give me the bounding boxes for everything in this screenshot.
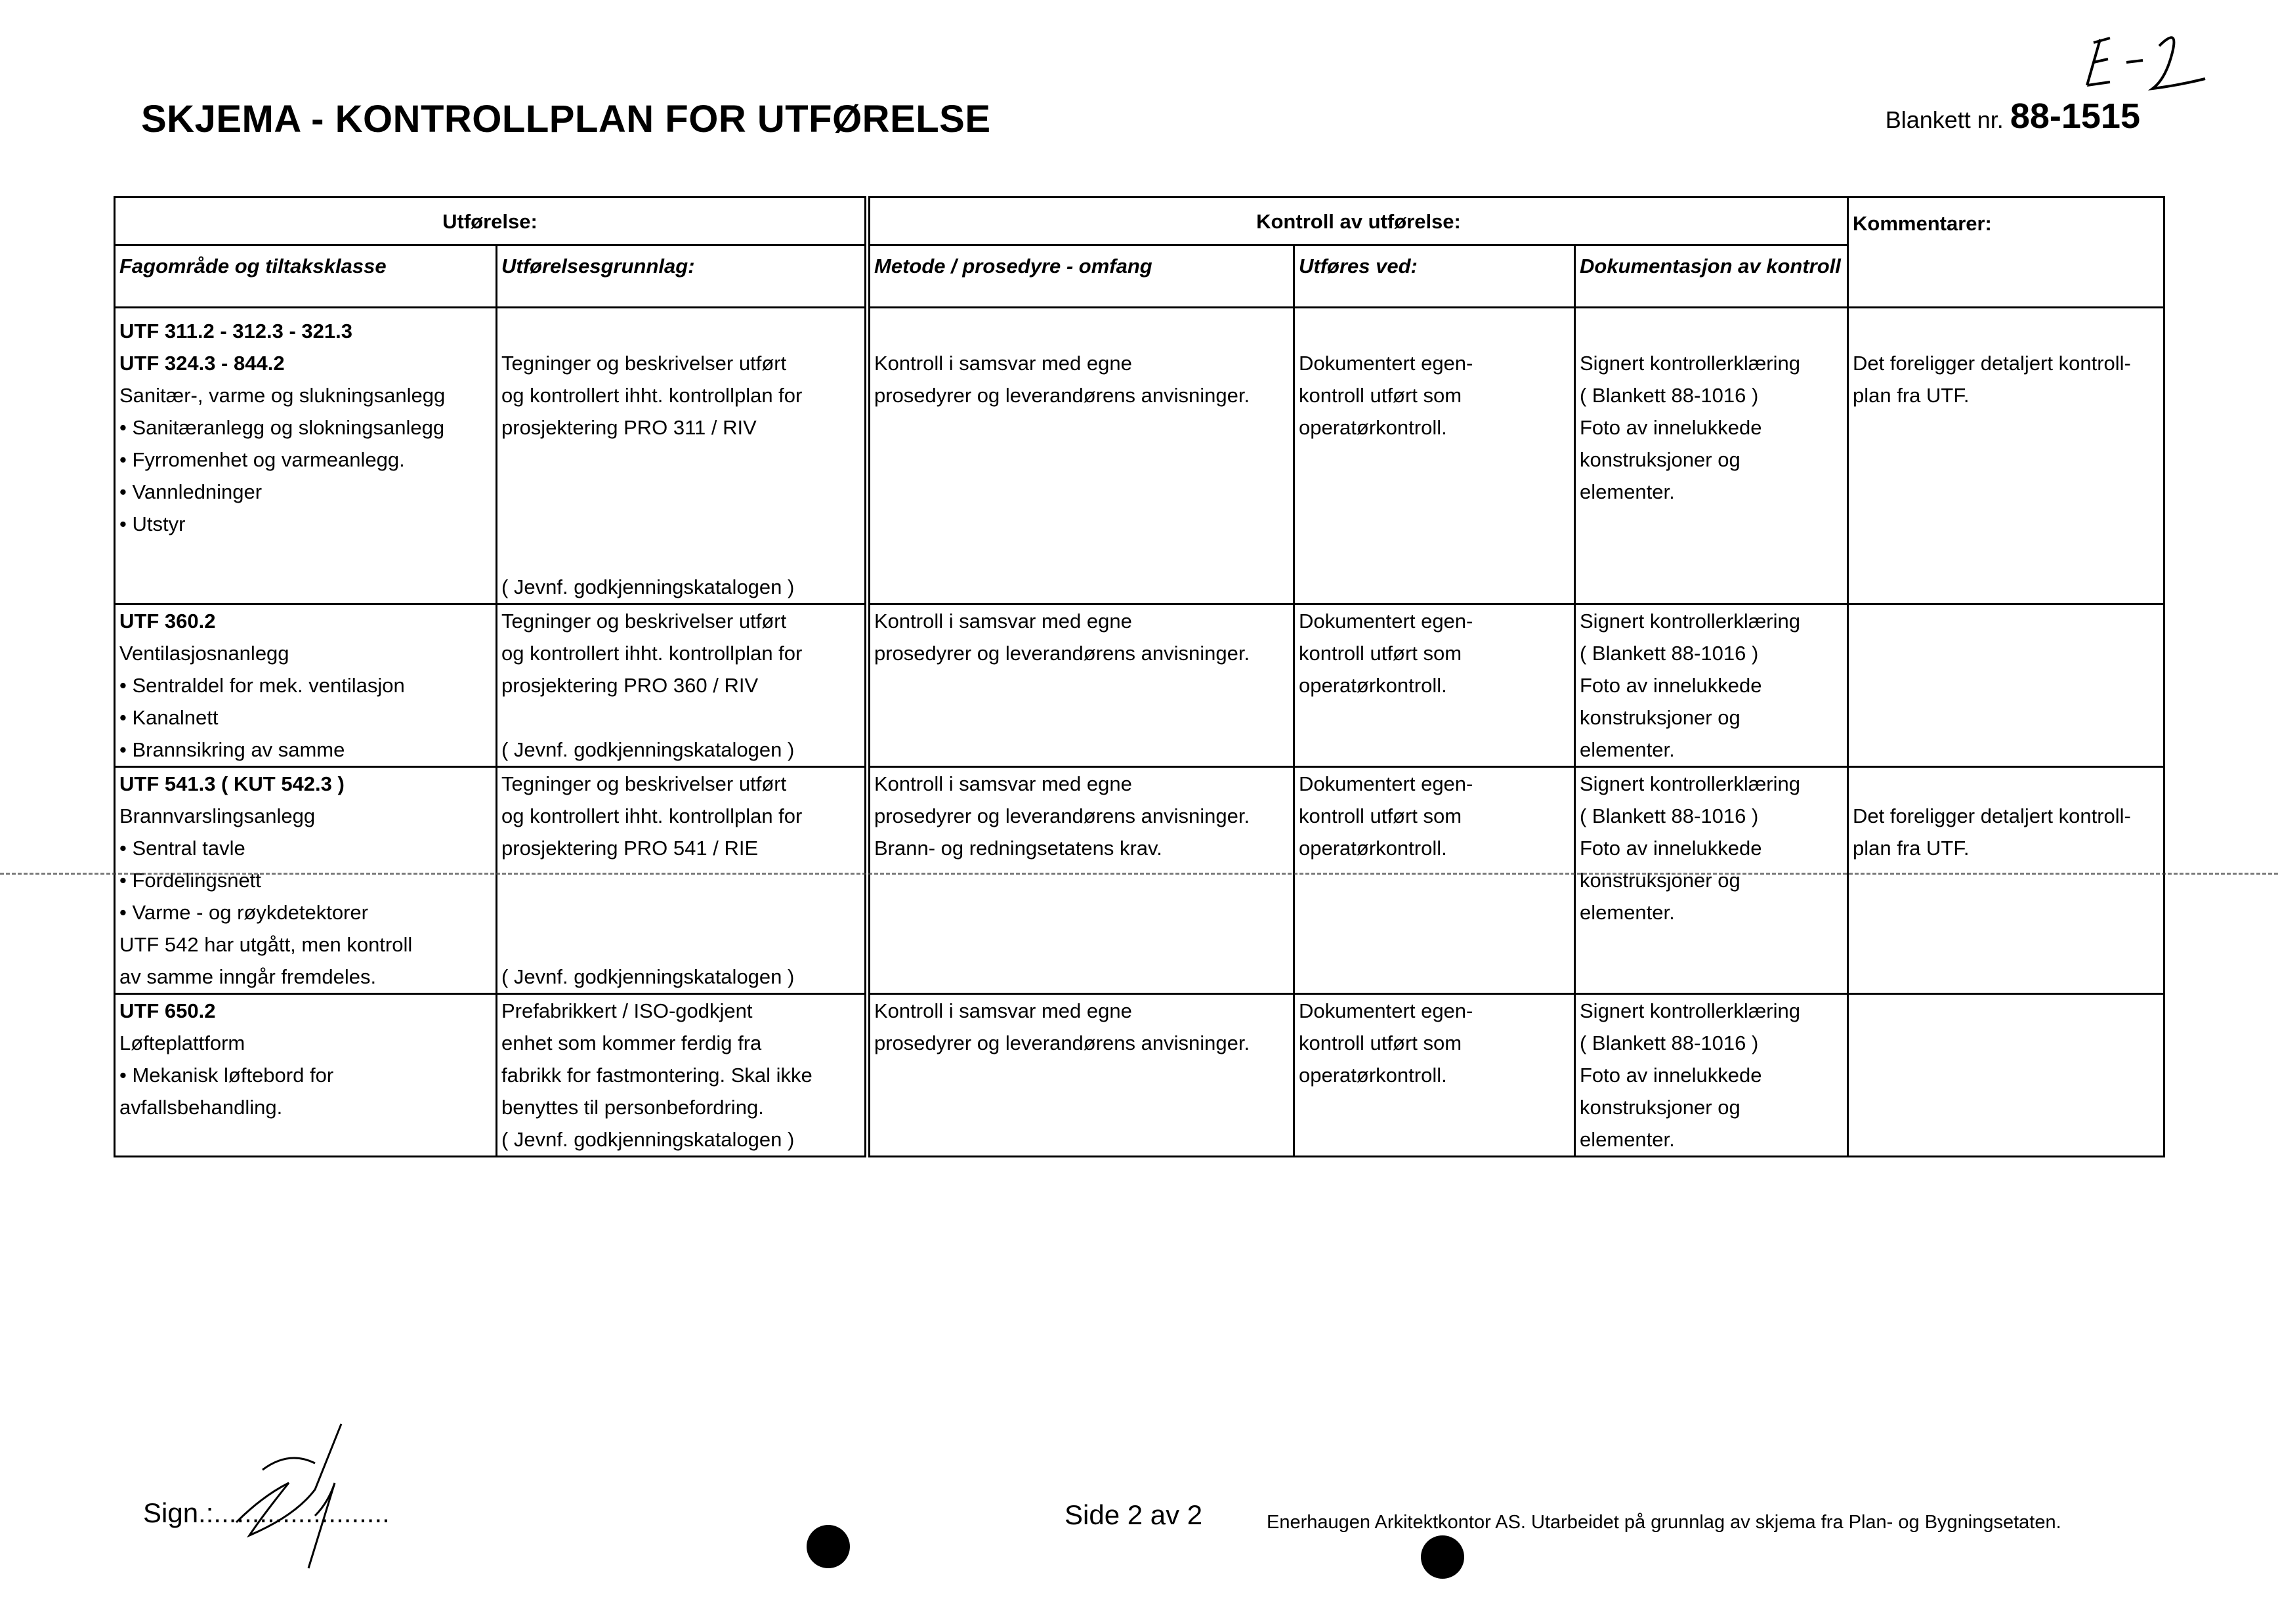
cell-line: • Fyrromenhet og varmeanlegg. xyxy=(119,448,405,471)
cell-line: prosjektering PRO 541 / RIE xyxy=(501,837,759,860)
cell-line: Kontroll i samsvar med egne xyxy=(874,772,1132,795)
table-cell xyxy=(868,994,1294,1157)
cell-line: UTF 311.2 - 312.3 - 321.3 xyxy=(119,320,352,343)
cell-line: Løfteplattform xyxy=(119,1031,245,1054)
table-row xyxy=(115,767,2164,994)
table-cell xyxy=(1294,604,1575,767)
page-title: SKJEMA - KONTROLLPLAN FOR UTFØRELSE xyxy=(141,98,991,140)
cell-line: • Sentral tavle xyxy=(119,837,245,860)
form-number xyxy=(1886,96,2140,136)
cell-line: avfallsbehandling. xyxy=(119,1096,283,1119)
cell-line: elementer. xyxy=(1580,901,1675,924)
cell-line: Signert kontrollerklæring xyxy=(1580,772,1800,795)
table-cell xyxy=(115,767,497,994)
cell-line xyxy=(1853,768,2159,800)
cell-line: kontroll utført som xyxy=(1299,804,1462,827)
table-cell xyxy=(497,604,868,767)
cell-footnote: ( Jevnf. godkjenningskatalogen ) xyxy=(501,738,795,761)
cell-line: Dokumentert egen- xyxy=(1299,772,1473,795)
cell-line: elementer. xyxy=(1580,738,1675,761)
column-header: Utføres ved: xyxy=(1294,245,1575,308)
cell-line: operatørkontroll. xyxy=(1299,1064,1447,1087)
table-cell xyxy=(868,604,1294,767)
cell-line: • Brannsikring av samme xyxy=(119,738,345,761)
table-cell xyxy=(1294,994,1575,1157)
cell-line: plan fra UTF. xyxy=(1853,837,1970,860)
cell-line: • Utstyr xyxy=(119,512,186,535)
cell-line: Tegninger og beskrivelser utført xyxy=(501,772,787,795)
cell-line: ( Blankett 88-1016 ) xyxy=(1580,384,1759,407)
signature-icon xyxy=(223,1417,354,1575)
cell-footnote: ( Jevnf. godkjenningskatalogen ) xyxy=(501,965,795,988)
cell-line: Dokumentert egen- xyxy=(1299,999,1473,1022)
table-row xyxy=(115,994,2164,1157)
column-header: Utførelsesgrunnlag: xyxy=(497,245,868,308)
cell-line: Dokumentert egen- xyxy=(1299,352,1473,375)
cell-line: • Fordelingsnett xyxy=(119,869,261,892)
cell-line: Det foreligger detaljert kontroll- xyxy=(1853,804,2131,827)
cell-line: konstruksjoner og xyxy=(1580,1096,1740,1119)
cell-line: ( Blankett 88-1016 ) xyxy=(1580,1031,1759,1054)
cell-line: Signert kontrollerklæring xyxy=(1580,352,1800,375)
cell-line: Prefabrikkert / ISO-godkjent xyxy=(501,999,753,1022)
table-cell xyxy=(115,994,497,1157)
cell-footnote: ( Jevnf. godkjenningskatalogen ) xyxy=(501,575,795,598)
cell-line: enhet som kommer ferdig fra xyxy=(501,1031,762,1054)
cell-line: • Kanalnett xyxy=(119,706,219,729)
cell-line: plan fra UTF. xyxy=(1853,384,1970,407)
table-cell xyxy=(1575,994,1848,1157)
cell-line: kontroll utført som xyxy=(1299,384,1462,407)
cell-line: og kontrollert ihht. kontrollplan for xyxy=(501,642,803,665)
cell-line: fabrikk for fastmontering. Skal ikke xyxy=(501,1064,812,1087)
table-cell xyxy=(868,767,1294,994)
cell-line: Ventilasjosnanlegg xyxy=(119,642,289,665)
column-header: Fagområde og tiltaksklasse xyxy=(115,245,497,308)
form-label: Blankett nr. xyxy=(1885,106,2004,133)
cell-line: Brannvarslingsanlegg xyxy=(119,804,316,827)
cell-line: UTF 541.3 ( KUT 542.3 ) xyxy=(119,772,345,795)
table-cell xyxy=(115,308,497,604)
table-row xyxy=(115,604,2164,767)
table-cell xyxy=(1848,308,2164,604)
table-cell xyxy=(1848,994,2164,1157)
cell-line: Tegninger og beskrivelser utført xyxy=(501,352,787,375)
cell-line: av samme inngår fremdeles. xyxy=(119,965,377,988)
cell-line: prosjektering PRO 311 / RIV xyxy=(501,416,757,439)
page-indicator: Side 2 av 2 xyxy=(1065,1499,1203,1530)
cell-line: Kontroll i samsvar med egne xyxy=(874,999,1132,1022)
table-cell xyxy=(1294,767,1575,994)
cell-line: Kontroll i samsvar med egne xyxy=(874,352,1132,375)
cell-line: elementer. xyxy=(1580,480,1675,503)
table-cell xyxy=(868,308,1294,604)
cell-line: Dokumentert egen- xyxy=(1299,610,1473,633)
cell-line: ( Blankett 88-1016 ) xyxy=(1580,804,1759,827)
cell-line: UTF 360.2 xyxy=(119,610,216,633)
cell-line: Kontroll i samsvar med egne xyxy=(874,610,1132,633)
cell-line: • Mekanisk løftebord for xyxy=(119,1064,334,1087)
cell-line: • Sanitæranlegg og slokningsanlegg xyxy=(119,416,445,439)
table-cell xyxy=(497,767,868,994)
cell-line: • Vannledninger xyxy=(119,480,263,503)
cell-line: og kontrollert ihht. kontrollplan for xyxy=(501,804,803,827)
cell-line: Foto av innelukkede xyxy=(1580,837,1762,860)
table-cell xyxy=(1575,604,1848,767)
cell-line: prosedyrer og leverandørens anvisninger. xyxy=(874,804,1250,827)
cell-line: kontroll utført som xyxy=(1299,642,1462,665)
cell-line: UTF 324.3 - 844.2 xyxy=(119,352,285,375)
column-header: Metode / prosedyre - omfang xyxy=(868,245,1294,308)
cell-line: UTF 650.2 xyxy=(119,999,216,1022)
cell-line: operatørkontroll. xyxy=(1299,837,1447,860)
table-cell xyxy=(1294,308,1575,604)
cell-line: Signert kontrollerklæring xyxy=(1580,999,1800,1022)
table-row xyxy=(115,308,2164,604)
table-cell xyxy=(1848,767,2164,994)
group-header-kontroll: Kontroll av utførelse: xyxy=(868,198,1848,245)
cell-line: Foto av innelukkede xyxy=(1580,1064,1762,1087)
table-cell xyxy=(1575,308,1848,604)
cell-line: Det foreligger detaljert kontroll- xyxy=(1853,352,2131,375)
table-cell xyxy=(1575,767,1848,994)
punch-hole-icon xyxy=(807,1525,850,1568)
cell-line: prosedyrer og leverandørens anvisninger. xyxy=(874,1031,1250,1054)
cell-line: ( Blankett 88-1016 ) xyxy=(1580,642,1759,665)
table-cell xyxy=(115,604,497,767)
table-cell xyxy=(497,994,868,1157)
cell-line: Tegninger og beskrivelser utført xyxy=(501,610,787,633)
cell-line: • Varme - og røykdetektorer xyxy=(119,901,368,924)
cell-line: kontroll utført som xyxy=(1299,1031,1462,1054)
cell-line: Foto av innelukkede xyxy=(1580,674,1762,697)
table-cell xyxy=(497,308,868,604)
cell-line: ( Jevnf. godkjenningskatalogen ) xyxy=(501,1128,795,1151)
column-header: Dokumentasjon av kontroll xyxy=(1575,245,1848,308)
cell-line: Signert kontrollerklæring xyxy=(1580,610,1800,633)
cell-line: prosedyrer og leverandørens anvisninger. xyxy=(874,642,1250,665)
cell-line: Sanitær-, varme og slukningsanlegg xyxy=(119,384,446,407)
cell-line: • Sentraldel for mek. ventilasjon xyxy=(119,674,405,697)
cell-line: operatørkontroll. xyxy=(1299,674,1447,697)
cell-line: benyttes til personbefordring. xyxy=(501,1096,764,1119)
cell-line: Foto av innelukkede xyxy=(1580,416,1762,439)
handwritten-mark-icon xyxy=(2080,26,2238,98)
cell-line: elementer. xyxy=(1580,1128,1675,1151)
control-plan-table xyxy=(114,196,2165,1157)
credit-text: Enerhaugen Arkitektkontor AS. Utarbeidet på grunnlag av skjema fra Plan- og Bygningsetaten. xyxy=(1267,1512,2061,1533)
form-number-value: 88-1515 xyxy=(2010,96,2140,136)
signature-label: Sign.:....................... xyxy=(143,1497,390,1528)
cell-line: konstruksjoner og xyxy=(1580,869,1740,892)
cell-line: operatørkontroll. xyxy=(1299,416,1447,439)
scan-artifact-dashed-line xyxy=(0,873,2278,875)
cell-line: konstruksjoner og xyxy=(1580,448,1740,471)
comments-header: Kommentarer: xyxy=(1848,198,2164,308)
punch-hole-icon xyxy=(1421,1535,1464,1579)
table-cell xyxy=(1848,604,2164,767)
cell-line: prosjektering PRO 360 / RIV xyxy=(501,674,759,697)
group-header-utforelse: Utførelse: xyxy=(115,198,868,245)
cell-line: Brann- og redningsetatens krav. xyxy=(874,837,1162,860)
cell-line: UTF 542 har utgått, men kontroll xyxy=(119,933,413,956)
cell-line: og kontrollert ihht. kontrollplan for xyxy=(501,384,803,407)
cell-line: prosedyrer og leverandørens anvisninger. xyxy=(874,384,1250,407)
cell-line: konstruksjoner og xyxy=(1580,706,1740,729)
